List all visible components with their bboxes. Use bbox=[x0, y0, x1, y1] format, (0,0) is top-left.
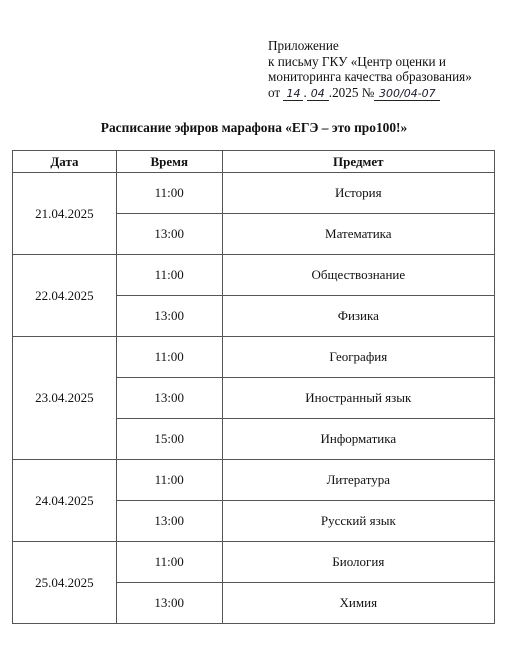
time-cell: 13:00 bbox=[116, 378, 222, 419]
column-header-date: Дата bbox=[13, 151, 117, 173]
time-cell: 13:00 bbox=[116, 214, 222, 255]
time-cell: 11:00 bbox=[116, 255, 222, 296]
appendix-header bbox=[268, 38, 472, 101]
subject-cell: Химия bbox=[222, 583, 494, 624]
subject-cell: Русский язык bbox=[222, 501, 494, 542]
handwritten-letter-number: 300/04-07 bbox=[374, 88, 440, 101]
subject-cell: Физика bbox=[222, 296, 494, 337]
date-prefix: от bbox=[268, 84, 281, 100]
table-header-row bbox=[13, 151, 495, 173]
time-cell: 11:00 bbox=[116, 460, 222, 501]
time-cell: 11:00 bbox=[116, 337, 222, 378]
schedule-table bbox=[12, 150, 495, 624]
subject-cell: Математика bbox=[222, 214, 494, 255]
time-cell: 11:00 bbox=[116, 542, 222, 583]
subject-cell: География bbox=[222, 337, 494, 378]
column-header-time: Время bbox=[116, 151, 222, 173]
subject-cell: Литература bbox=[222, 460, 494, 501]
number-sign: № bbox=[361, 84, 375, 100]
appendix-date-number-line: от 14 . 04 .2025 № 300/04-07 bbox=[268, 85, 472, 101]
handwritten-day: 14 bbox=[283, 88, 303, 101]
table-row bbox=[13, 460, 495, 501]
table-row bbox=[13, 255, 495, 296]
time-cell: 13:00 bbox=[116, 501, 222, 542]
appendix-organization-line: мониторинга качества образования» bbox=[268, 69, 472, 84]
table-row bbox=[13, 173, 495, 214]
subject-cell: Биология bbox=[222, 542, 494, 583]
schedule-title: Расписание эфиров марафона «ЕГЭ – это про100!» bbox=[100, 120, 408, 135]
appendix-letter-line: к письму ГКУ «Центр оценки и bbox=[268, 53, 446, 69]
table-row bbox=[13, 337, 495, 378]
date-cell: 21.04.2025 bbox=[13, 173, 117, 255]
subject-cell: История bbox=[222, 173, 494, 214]
subject-cell: Иностранный язык bbox=[222, 378, 494, 419]
appendix-title: Приложение bbox=[268, 38, 339, 53]
date-cell: 23.04.2025 bbox=[13, 337, 117, 460]
subject-cell: Информатика bbox=[222, 419, 494, 460]
table-row bbox=[13, 542, 495, 583]
date-cell: 22.04.2025 bbox=[13, 255, 117, 337]
time-cell: 13:00 bbox=[116, 583, 222, 624]
time-cell: 15:00 bbox=[116, 419, 222, 460]
column-header-subject: Предмет bbox=[222, 151, 494, 173]
time-cell: 11:00 bbox=[116, 173, 222, 214]
handwritten-month: 04 bbox=[307, 88, 329, 101]
time-cell: 13:00 bbox=[116, 296, 222, 337]
date-cell: 25.04.2025 bbox=[13, 542, 117, 624]
date-cell: 24.04.2025 bbox=[13, 460, 117, 542]
date-year: .2025 bbox=[328, 84, 359, 100]
subject-cell: Обществознание bbox=[222, 255, 494, 296]
